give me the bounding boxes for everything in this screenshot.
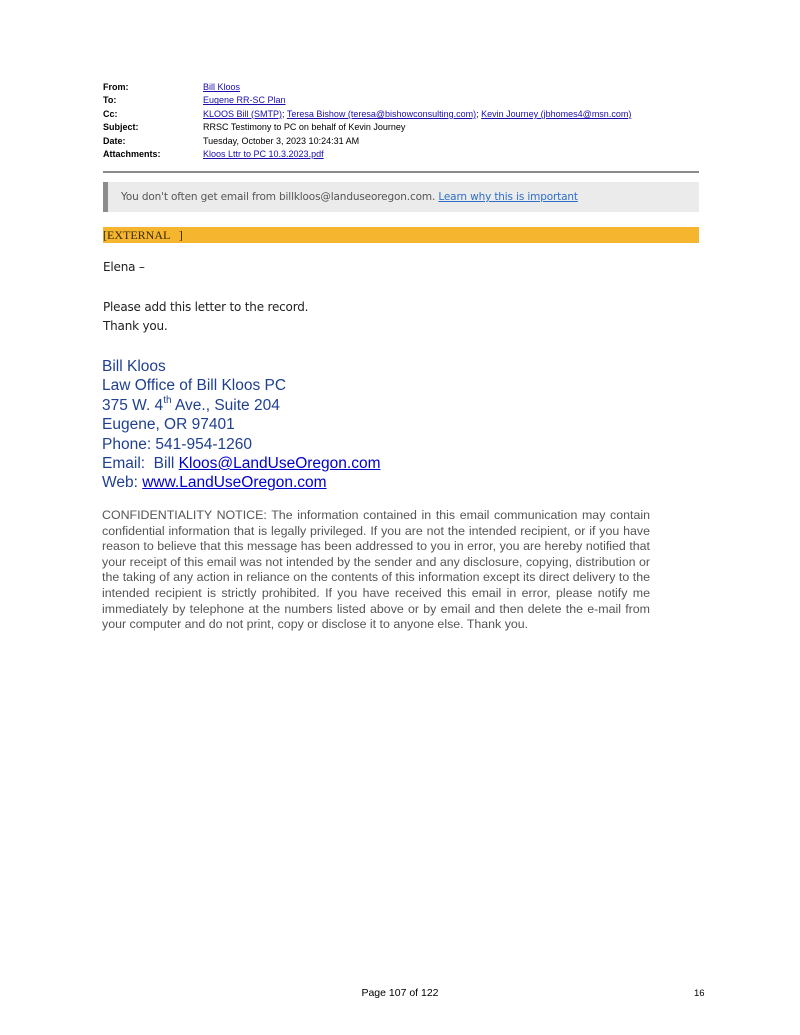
signature-firm: Law Office of Bill Kloos PC [102, 377, 287, 395]
external-sender-notice [103, 182, 699, 212]
cc-link-3[interactable]: Kevin Journey (jbhomes4@msn.com) [481, 108, 632, 119]
from-label: From: [103, 82, 129, 92]
header-divider [103, 171, 699, 173]
to-link[interactable]: Eugene RR-SC Plan [203, 95, 286, 106]
body-line-2: Thank you. [103, 319, 168, 333]
to-row [103, 94, 631, 107]
cc-separator: ; [476, 108, 479, 119]
notice-text: You don't often get email from billkloos@landuseoregon.com. [121, 191, 436, 203]
email-link[interactable]: Kloos@LandUseOregon.com [178, 455, 381, 473]
signature-web: Web: www.LandUseOregon.com [102, 474, 327, 492]
signature-name: Bill Kloos [102, 358, 166, 375]
signature-address: 375 W. 4th Ave., Suite 204 [102, 394, 280, 414]
cc-link-1[interactable]: KLOOS Bill (SMTP) [203, 108, 283, 119]
cc-link-2[interactable]: Teresa Bishow (teresa@bishowconsulting.com) [286, 108, 477, 119]
signature-block [102, 357, 381, 493]
from-link[interactable]: Bill Kloos [203, 82, 241, 92]
signature-city: Eugene, OR 97401 [102, 416, 235, 434]
date-value: Tuesday, October 3, 2023 10:24:31 AM [203, 135, 360, 146]
cc-separator: ; [282, 108, 285, 119]
to-label: To: [103, 95, 117, 106]
subject-value: RRSC Testimony to PC on behalf of Kevin Journey [203, 122, 406, 133]
attachments-row [103, 148, 631, 161]
subject-label: Subject: [103, 122, 139, 133]
page-label: Page 107 of 122 [361, 987, 439, 999]
date-row [103, 135, 631, 148]
external-tag-banner: [EXTERNAL ] [103, 227, 699, 243]
body-line-1: Please add this letter to the record. [103, 300, 309, 314]
signature-phone: Phone: 541-954-1260 [102, 435, 252, 453]
attachment-link[interactable]: Kloos Lttr to PC 10.3.2023.pdf [203, 149, 324, 160]
email-header [103, 81, 631, 161]
greeting: Elena – [103, 260, 145, 274]
confidentiality-notice: CONFIDENTIALITY NOTICE: The information contained in this email communication may contain confidential information that is legally privileged. If you are not the intended recipient, or if you have reason to believe that this message has been addressed to you in error, you are hereby notified that your receipt of this email was not intended by the sender and any disclosure, copying, distribution or the taking of any action in reliance on the contents of this information except its direct delivery to the intended recipient is strictly prohibited. If you have received this email in error, please notify me immediately by telephone at the numbers listed above or by email and then delete the e-mail from your computer and do not print, copy or disclose it to anyone else. Thank you. [102, 508, 650, 632]
from-row [103, 81, 631, 94]
attachments-label: Attachments: [103, 149, 161, 160]
subject-row [103, 121, 631, 134]
cc-label: Cc: [103, 108, 118, 119]
signature-email: Email: Bill Kloos@LandUseOregon.com [102, 455, 381, 473]
page-number: 16 [694, 988, 705, 999]
cc-row [103, 108, 631, 121]
learn-why-link[interactable]: Learn why this is important [438, 191, 578, 203]
date-label: Date: [103, 135, 126, 146]
website-link[interactable]: www.LandUseOregon.com [142, 474, 327, 492]
